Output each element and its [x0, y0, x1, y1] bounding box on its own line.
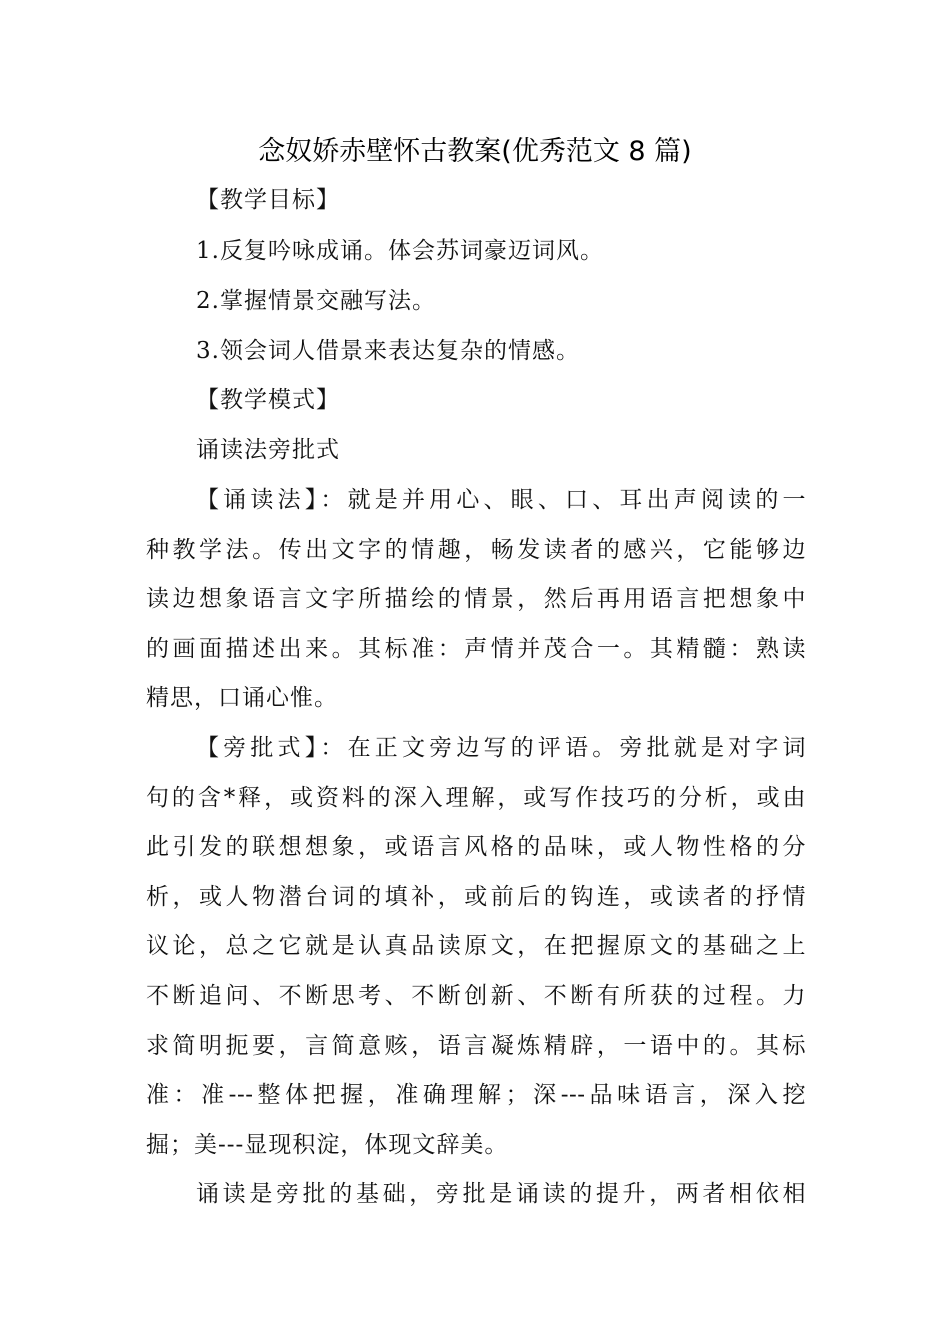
paragraph-line: 析，或人物潜台词的填补，或前后的钩连，或读者的抒情 — [146, 884, 806, 910]
paragraph-line: 种教学法。传出文字的情趣，畅发读者的感兴，它能够边 — [146, 537, 806, 563]
paragraph-line: 【旁批式】：在正文旁边写的评语。旁批就是对字词 — [196, 735, 806, 761]
teaching-mode-text: 诵读法旁批式 — [196, 437, 340, 463]
paragraph-line: 准：准---整体把握，准确理解；深---品味语言，深入挖 — [146, 1082, 806, 1108]
paragraph-line: 议论，总之它就是认真品读原文，在把握原文的基础之上 — [146, 933, 806, 959]
paragraph-line: 不断追问、不断思考、不断创新、不断有所获的过程。力 — [146, 983, 806, 1009]
paragraph-line: 读边想象语言文字所描绘的情景，然后再用语言把想象中 — [146, 586, 806, 612]
paragraph-line: 求简明扼要，言简意赅，语言凝炼精辟，一语中的。其标 — [146, 1033, 806, 1059]
paragraph-line: 此引发的联想想象，或语言风格的品味，或人物性格的分 — [146, 834, 806, 860]
goal-item-2: 2.掌握情景交融写法。 — [196, 288, 436, 314]
paragraph-line: 精思，口诵心惟。 — [146, 685, 338, 711]
document-title: 念奴娇赤壁怀古教案(优秀范文 8 篇) — [258, 136, 692, 167]
paragraph-line: 诵读是旁批的基础，旁批是诵读的提升，两者相依相 — [196, 1181, 806, 1207]
paragraph-line: 句的含*释，或资料的深入理解，或写作技巧的分析，或由 — [146, 785, 806, 811]
paragraph-line: 的画面描述出来。其标准：声情并茂合一。其精髓：熟读 — [146, 636, 806, 662]
goal-item-3: 3.领会词人借景来表达复杂的情感。 — [196, 338, 580, 364]
paragraph-line: 掘；美---显现积淀，体现文辞美。 — [146, 1132, 509, 1158]
heading-teaching-goals: 【教学目标】 — [196, 187, 340, 213]
paragraph-line: 【诵读法】：就是并用心、眼、口、耳出声阅读的一 — [196, 487, 806, 513]
goal-item-1: 1.反复吟咏成诵。体会苏词豪迈词风。 — [196, 238, 604, 264]
heading-teaching-mode: 【教学模式】 — [196, 387, 340, 413]
